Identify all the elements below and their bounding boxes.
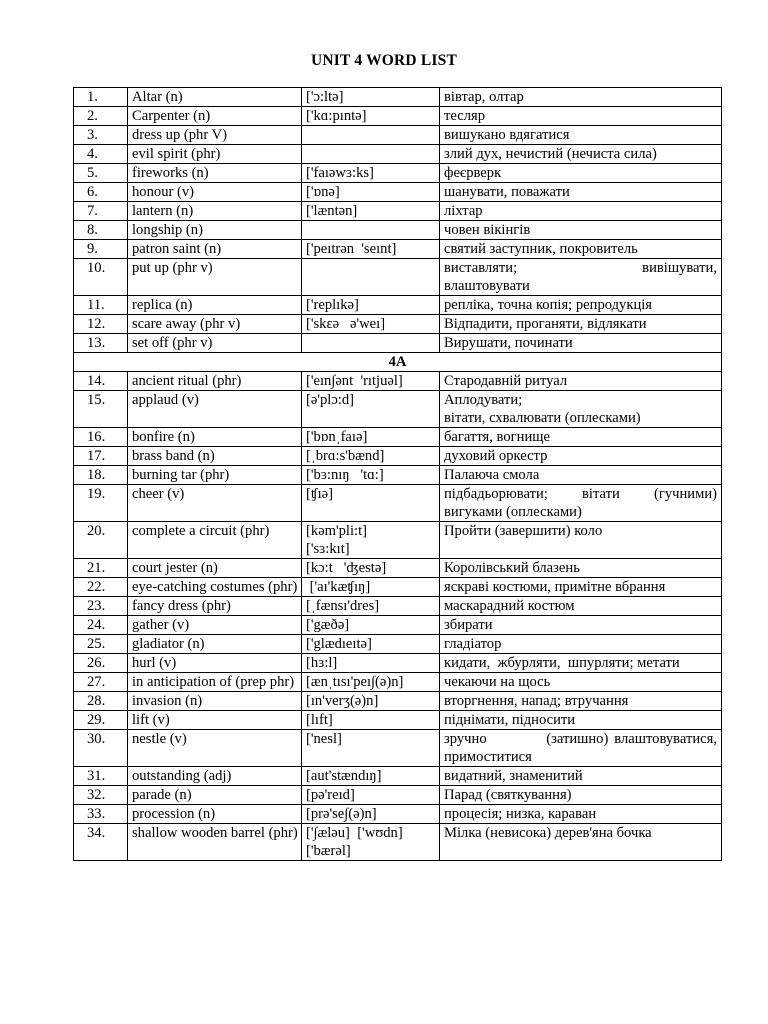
table-row	[74, 145, 722, 164]
entry-number: 14.	[74, 372, 128, 391]
table-row	[74, 767, 722, 786]
table-row	[74, 221, 722, 240]
entry-word: court jester (n)	[128, 559, 302, 578]
entry-word: set off (phr v)	[128, 334, 302, 353]
entry-word: lift (v)	[128, 711, 302, 730]
entry-word: parade (n)	[128, 786, 302, 805]
entry-transcription	[302, 145, 440, 164]
table-row	[74, 522, 722, 559]
entry-translation: вторгнення, напад; втручання	[440, 692, 722, 711]
entry-translation: виставляти; вивішувати, влаштовувати	[440, 259, 722, 296]
entry-transcription: ['∫æləu] ['wʊdn] ['bærəl]	[302, 824, 440, 861]
section-heading: 4A	[74, 353, 722, 372]
entry-number: 9.	[74, 240, 128, 259]
entry-transcription	[302, 221, 440, 240]
table-row	[74, 202, 722, 221]
entry-translation: духовий оркестр	[440, 447, 722, 466]
table-row	[74, 824, 722, 861]
entry-translation: святий заступник, покровитель	[440, 240, 722, 259]
entry-transcription: [ʧıə]	[302, 485, 440, 522]
entry-word: nestle (v)	[128, 730, 302, 767]
table-row	[74, 164, 722, 183]
entry-word: outstanding (adj)	[128, 767, 302, 786]
entry-number: 3.	[74, 126, 128, 145]
entry-translation: Відпадити, проганяти, відлякати	[440, 315, 722, 334]
entry-transcription: ['replıkə]	[302, 296, 440, 315]
entry-number: 19.	[74, 485, 128, 522]
table-row	[74, 183, 722, 202]
table-row	[74, 805, 722, 824]
entry-transcription: ['nesl]	[302, 730, 440, 767]
entry-translation: Аплодувати; вітати, схвалювати (оплесками)	[440, 391, 722, 428]
entry-word: lantern (n)	[128, 202, 302, 221]
entry-translation: Вирушати, починати	[440, 334, 722, 353]
entry-word: gladiator (n)	[128, 635, 302, 654]
table-row	[74, 315, 722, 334]
entry-number: 21.	[74, 559, 128, 578]
entry-word: Carpenter (n)	[128, 107, 302, 126]
entry-word: eye-catching costumes (phr)	[128, 578, 302, 597]
entry-transcription: [lıft]	[302, 711, 440, 730]
entry-transcription: [pə'reıd]	[302, 786, 440, 805]
entry-transcription: ['peıtrən 'seınt]	[302, 240, 440, 259]
entry-word: evil spirit (phr)	[128, 145, 302, 164]
entry-number: 10.	[74, 259, 128, 296]
entry-number: 23.	[74, 597, 128, 616]
entry-translation: процесія; низка, караван	[440, 805, 722, 824]
entry-transcription	[302, 126, 440, 145]
entry-translation: гладіатор	[440, 635, 722, 654]
entry-word: fancy dress (phr)	[128, 597, 302, 616]
entry-transcription: ['ɒnə]	[302, 183, 440, 202]
entry-number: 31.	[74, 767, 128, 786]
entry-number: 4.	[74, 145, 128, 164]
entry-word: complete a circuit (phr)	[128, 522, 302, 559]
table-row	[74, 654, 722, 673]
entry-word: cheer (v)	[128, 485, 302, 522]
entry-translation: Парад (святкування)	[440, 786, 722, 805]
entry-transcription: [kəm'pli:t] ['sɜ:kıt]	[302, 522, 440, 559]
entry-number: 25.	[74, 635, 128, 654]
entry-transcription: ['eın∫ənt 'rıtjuəl]	[302, 372, 440, 391]
entry-word: applaud (v)	[128, 391, 302, 428]
entry-number: 12.	[74, 315, 128, 334]
page-title: UNIT 4 WORD LIST	[310, 52, 458, 69]
entry-transcription	[302, 259, 440, 296]
entry-transcription: ['læntən]	[302, 202, 440, 221]
entry-word: burning tar (phr)	[128, 466, 302, 485]
table-row	[74, 126, 722, 145]
entry-number: 7.	[74, 202, 128, 221]
table-row	[74, 692, 722, 711]
entry-translation: шанувати, поважати	[440, 183, 722, 202]
entry-translation: маскарадний костюм	[440, 597, 722, 616]
entry-transcription: ['bɒnˌfaıə]	[302, 428, 440, 447]
entry-word: patron saint (n)	[128, 240, 302, 259]
word-list-table	[73, 87, 722, 861]
entry-translation: яскраві костюми, примітне вбрання	[440, 578, 722, 597]
entry-translation: зручно (затишно) влаштовуватися, примоститися	[440, 730, 722, 767]
entry-number: 34.	[74, 824, 128, 861]
entry-number: 13.	[74, 334, 128, 353]
table-row	[74, 635, 722, 654]
entry-translation: видатний, знаменитий	[440, 767, 722, 786]
entry-word: brass band (n)	[128, 447, 302, 466]
entry-number: 1.	[74, 88, 128, 107]
entry-word: hurl (v)	[128, 654, 302, 673]
entry-transcription: ['glædıeıtə]	[302, 635, 440, 654]
entry-number: 27.	[74, 673, 128, 692]
entry-word: in anticipation of (prep phr)	[128, 673, 302, 692]
entry-number: 16.	[74, 428, 128, 447]
entry-translation: Стародавній ритуал	[440, 372, 722, 391]
table-row	[74, 107, 722, 126]
entry-translation: Королівський блазень	[440, 559, 722, 578]
table-row	[74, 730, 722, 767]
entry-transcription: ['aı'kæʧıŋ]	[302, 578, 440, 597]
entry-number: 11.	[74, 296, 128, 315]
entry-number: 24.	[74, 616, 128, 635]
entry-transcription: [ˌfænsı'dres]	[302, 597, 440, 616]
entry-number: 6.	[74, 183, 128, 202]
entry-transcription: [ın'verʒ(ə)n]	[302, 692, 440, 711]
table-row	[74, 786, 722, 805]
entry-translation: піднімати, підносити	[440, 711, 722, 730]
entry-transcription: ['bɜ:nıŋ 'tɑ:]	[302, 466, 440, 485]
entry-number: 17.	[74, 447, 128, 466]
entry-word: bonfire (n)	[128, 428, 302, 447]
entry-transcription: ['gæðə]	[302, 616, 440, 635]
entry-translation: човен вікінгів	[440, 221, 722, 240]
entry-word: gather (v)	[128, 616, 302, 635]
entry-word: dress up (phr V)	[128, 126, 302, 145]
table-row	[74, 334, 722, 353]
table-row	[74, 559, 722, 578]
entry-word: shallow wooden barrel (phr)	[128, 824, 302, 861]
entry-translation: Мілка (невисока) дерев'яна бочка	[440, 824, 722, 861]
entry-word: scare away (phr v)	[128, 315, 302, 334]
entry-translation: чекаючи на щось	[440, 673, 722, 692]
entry-word: invasion (n)	[128, 692, 302, 711]
table-row	[74, 296, 722, 315]
entry-word: put up (phr v)	[128, 259, 302, 296]
entry-number: 2.	[74, 107, 128, 126]
entry-number: 22.	[74, 578, 128, 597]
entry-translation: Палаюча смола	[440, 466, 722, 485]
table-row	[74, 597, 722, 616]
entry-transcription	[302, 334, 440, 353]
table-row	[74, 447, 722, 466]
entry-transcription: ['faıəwɜ:ks]	[302, 164, 440, 183]
table-row	[74, 372, 722, 391]
entry-translation: репліка, точна копія; репродукція	[440, 296, 722, 315]
entry-translation: тесляр	[440, 107, 722, 126]
entry-word: Altar (n)	[128, 88, 302, 107]
entry-transcription: ['skɛə ə'weı]	[302, 315, 440, 334]
entry-word: replica (n)	[128, 296, 302, 315]
entry-number: 33.	[74, 805, 128, 824]
entry-translation: феєрверк	[440, 164, 722, 183]
entry-translation: багаття, вогнище	[440, 428, 722, 447]
entry-number: 5.	[74, 164, 128, 183]
entry-transcription: [ænˌtısı'peı∫(ə)n]	[302, 673, 440, 692]
entry-transcription: [ˌbrɑ:s'bænd]	[302, 447, 440, 466]
table-row	[74, 466, 722, 485]
entry-translation: кидати, жбурляти, шпурляти; метати	[440, 654, 722, 673]
section-heading-row	[74, 353, 722, 372]
table-row	[74, 485, 722, 522]
entry-translation: вишукано вдягатися	[440, 126, 722, 145]
table-row	[74, 616, 722, 635]
entry-translation: підбадьорювати; вітати (гучними) вигуками (оплесками)	[440, 485, 722, 522]
entry-translation: збирати	[440, 616, 722, 635]
entry-word: fireworks (n)	[128, 164, 302, 183]
entry-translation: вівтар, олтар	[440, 88, 722, 107]
entry-transcription: [kɔ:t 'ʤestə]	[302, 559, 440, 578]
table-row	[74, 240, 722, 259]
entry-translation: Пройти (завершити) коло	[440, 522, 722, 559]
table-row	[74, 578, 722, 597]
entry-transcription: [hɜ:l]	[302, 654, 440, 673]
entry-translation: ліхтар	[440, 202, 722, 221]
entry-translation: злий дух, нечистий (нечиста сила)	[440, 145, 722, 164]
entry-word: procession (n)	[128, 805, 302, 824]
entry-transcription: [aut'stændıŋ]	[302, 767, 440, 786]
entry-number: 8.	[74, 221, 128, 240]
entry-transcription: [ə'plɔ:d]	[302, 391, 440, 428]
entry-number: 29.	[74, 711, 128, 730]
table-row	[74, 711, 722, 730]
table-row	[74, 259, 722, 296]
word-list-body	[74, 88, 722, 861]
table-row	[74, 391, 722, 428]
entry-word: ancient ritual (phr)	[128, 372, 302, 391]
entry-word: honour (v)	[128, 183, 302, 202]
entry-transcription: ['kɑ:pıntə]	[302, 107, 440, 126]
entry-transcription: [prə'se∫(ə)n]	[302, 805, 440, 824]
entry-number: 30.	[74, 730, 128, 767]
entry-transcription: ['ɔ:ltə]	[302, 88, 440, 107]
entry-number: 20.	[74, 522, 128, 559]
table-row	[74, 428, 722, 447]
entry-number: 15.	[74, 391, 128, 428]
entry-word: longship (n)	[128, 221, 302, 240]
entry-number: 28.	[74, 692, 128, 711]
entry-number: 32.	[74, 786, 128, 805]
table-row	[74, 673, 722, 692]
entry-number: 18.	[74, 466, 128, 485]
table-row	[74, 88, 722, 107]
entry-number: 26.	[74, 654, 128, 673]
